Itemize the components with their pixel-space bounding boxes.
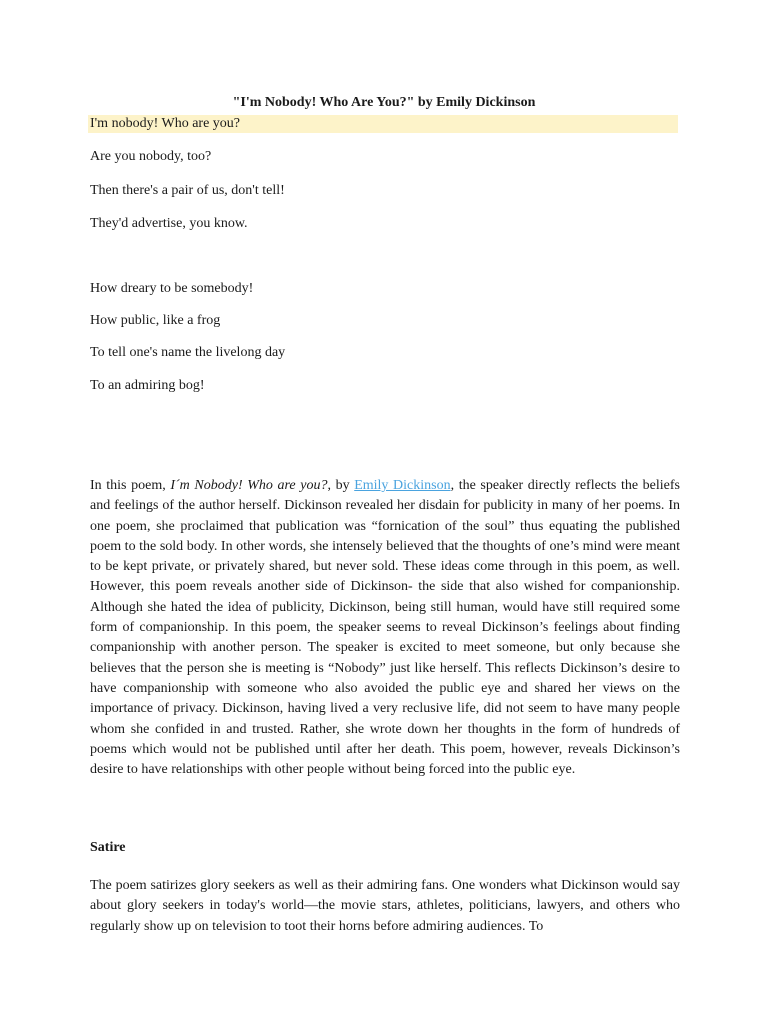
- satire-heading: Satire: [90, 840, 126, 855]
- satire-paragraph: The poem satirizes glory seekers as well as their admiring fans. One wonders what Dickinson would say about glory seekers in today's world—the movie stars, athletes, politicians, lawyers, and others who regularly show up on television to toot their horns before admiring audiences. To: [90, 878, 680, 934]
- document-title: "I'm Nobody! Who Are You?" by Emily Dickinson: [232, 95, 536, 110]
- poem-line-6: How public, like a frog: [90, 313, 221, 328]
- poem-line-1: I'm nobody! Who are you?: [88, 115, 678, 133]
- analysis-comma-by: , by: [327, 478, 355, 493]
- poem-line-5: How dreary to be somebody!: [90, 281, 254, 296]
- poem-line-3: Then there's a pair of us, don't tell!: [90, 183, 285, 198]
- author-link[interactable]: Emily Dickinson: [354, 478, 451, 493]
- poem-line-2: Are you nobody, too?: [90, 149, 212, 164]
- analysis-intro: In this poem,: [90, 478, 171, 493]
- analysis-poem-title: I´m Nobody! Who are you?: [170, 478, 328, 493]
- poem-line-7: To tell one's name the livelong day: [90, 345, 286, 360]
- analysis-body: , the speaker directly reflects the beliefs and feelings of the author herself. Dickinson revealed her disdain for publicity in many of her poems. In one poem, she proclaimed that publication was “fornication of the soul” thus equating the published poem to the sold body. In other words, she intensely believed that the thoughts of one’s mind were meant to be kept private, or privately shared, but never sold. These ideas come through in this poem, as well. However, this poem reveals another side of Dickinson- the side that also wished for companionship. Although she hated the idea of publicity, Dickinson, being still human, would have still required some form of companionship. In this poem, the speaker seems to reveal Dickinson’s feelings about finding companionship with another person. The speaker is excited to meet someone, but only because she believes that the person she is meeting is “Nobody” just like herself. This reflects Dickinson’s desire to have companionship with someone who also avoided the public eye and shared her views on the importance of privacy. Dickinson, having lived a very reclusive life, did not seem to have many people whom she confided in and trusted. Rather, she wrote down her thoughts in the form of hundreds of poems which would not be published until after her death. This poem, however, reveals Dickinson’s desire to have relationships with other people without being forced into the public eye.: [90, 478, 681, 778]
- poem-line-4: They'd advertise, you know.: [90, 216, 248, 231]
- poem-line-8: To an admiring bog!: [90, 378, 205, 393]
- analysis-paragraph: [90, 476, 680, 780]
